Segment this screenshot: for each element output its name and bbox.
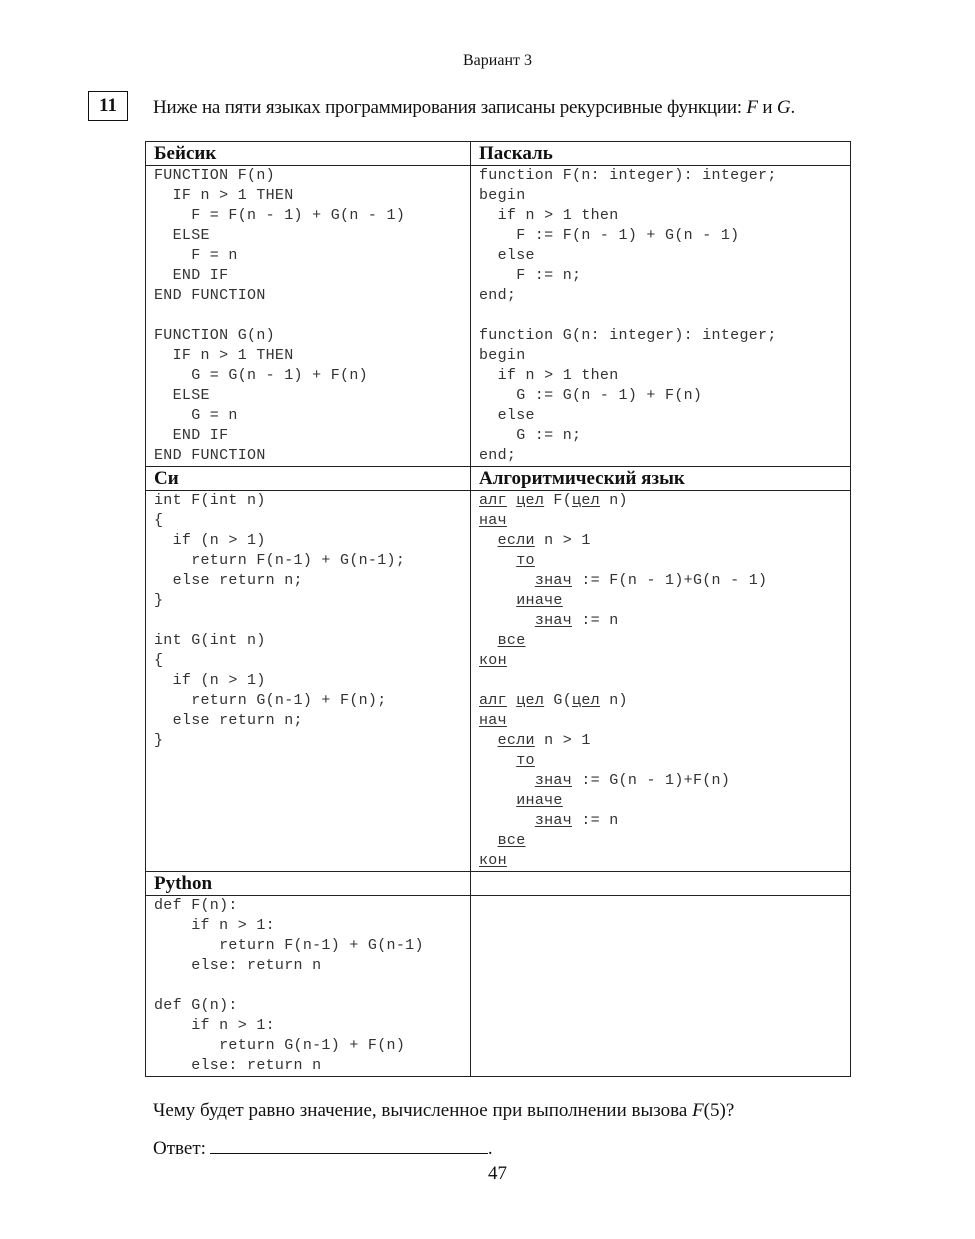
task-conj: и (757, 97, 777, 118)
kw-znach: знач (534, 812, 573, 829)
algo-f-cond: n > 1 (534, 532, 591, 549)
kw-kon: кон (479, 852, 507, 869)
kw-cel: цел (516, 692, 545, 709)
kw-kon: кон (479, 652, 507, 669)
kw-inache: иначе (516, 592, 563, 609)
kw-to: то (516, 752, 535, 769)
function-g-name: G (776, 97, 791, 118)
kw-alg: алг (479, 692, 507, 709)
python-cell (146, 896, 471, 1077)
answer-row (153, 1133, 493, 1160)
kw-vse: все (497, 632, 526, 649)
kw-cel: цел (516, 492, 545, 509)
algo-header: Алгоритмический язык (471, 467, 851, 491)
c-code: int F(int n) { if (n > 1) return F(n-1) + G(n-1); else return n; } int G(int n) { if (n > 1) return G(n-1) + F(n); else return n; } (154, 492, 406, 749)
task-number: 11 (88, 91, 128, 121)
algo-param: n) (599, 492, 628, 509)
answer-label: Ответ: (153, 1138, 206, 1159)
kw-alg: алг (479, 492, 507, 509)
kw-vse: все (497, 832, 526, 849)
question-text: Чему будет равно значение, вычисленное при выполнении вызова (153, 1100, 693, 1121)
kw-to: то (516, 552, 535, 569)
algo-assign-n: := n (572, 812, 619, 829)
page-number: 47 (488, 1163, 507, 1184)
basic-cell (146, 166, 471, 467)
kw-znach: знач (534, 772, 573, 789)
code-table (145, 141, 851, 1077)
basic-header: Бейсик (146, 142, 471, 166)
kw-znach: знач (534, 572, 573, 589)
algo-cell (471, 491, 851, 872)
kw-nach: нач (479, 712, 507, 729)
function-f-name: F (746, 97, 758, 118)
algo-f-signature: F( (544, 492, 573, 509)
kw-cel: цел (572, 492, 600, 509)
question-call-name: F (692, 1100, 704, 1121)
algo-param: n) (599, 692, 628, 709)
kw-esli: если (497, 732, 535, 749)
c-cell (146, 491, 471, 872)
algo-f-assign: := F(n - 1)+G(n - 1) (572, 572, 768, 589)
algo-g-assign: := G(n - 1)+F(n) (572, 772, 731, 789)
algo-g-signature: G( (544, 692, 573, 709)
pascal-cell (471, 166, 851, 467)
kw-znach: знач (534, 612, 573, 629)
algo-assign-n: := n (572, 612, 619, 629)
task-text-start: Ниже на пяти языках программирования записаны рекурсивные функции: (153, 97, 747, 118)
answer-end: . (487, 1138, 493, 1159)
answer-field[interactable] (210, 1133, 488, 1154)
kw-cel: цел (572, 692, 600, 709)
pascal-header: Паскаль (471, 142, 851, 166)
algo-code (479, 491, 850, 871)
kw-inache: иначе (516, 792, 563, 809)
algo-g-cond: n > 1 (534, 732, 591, 749)
c-header: Си (146, 467, 471, 491)
pascal-code: function F(n: integer): integer; begin if n > 1 then F := F(n - 1) + G(n - 1) else F := n; end; function G(n: integer): integer; begin if n > 1 then G := G(n - 1) + F(n) else G := n; end; (479, 167, 777, 464)
empty-header (471, 872, 851, 896)
question (153, 1100, 734, 1122)
task-text-end: . (790, 97, 795, 118)
task-statement (153, 97, 795, 119)
variant-header: Вариант 3 (463, 52, 532, 69)
empty-cell (471, 896, 851, 1077)
basic-code: FUNCTION F(n) IF n > 1 THEN F = F(n - 1) + G(n - 1) ELSE F = n END IF END FUNCTION FUNCTION G(n) IF n > 1 THEN G = G(n - 1) + F(n) ELSE G = n END IF END FUNCTION (154, 167, 406, 464)
python-code: def F(n): if n > 1: return F(n-1) + G(n-1) else: return n def G(n): if n > 1: return G(n-1) + F(n) else: return n (154, 897, 424, 1074)
kw-esli: если (497, 532, 535, 549)
python-header: Python (146, 872, 471, 896)
kw-nach: нач (479, 512, 507, 529)
question-call-args: (5)? (703, 1100, 735, 1121)
